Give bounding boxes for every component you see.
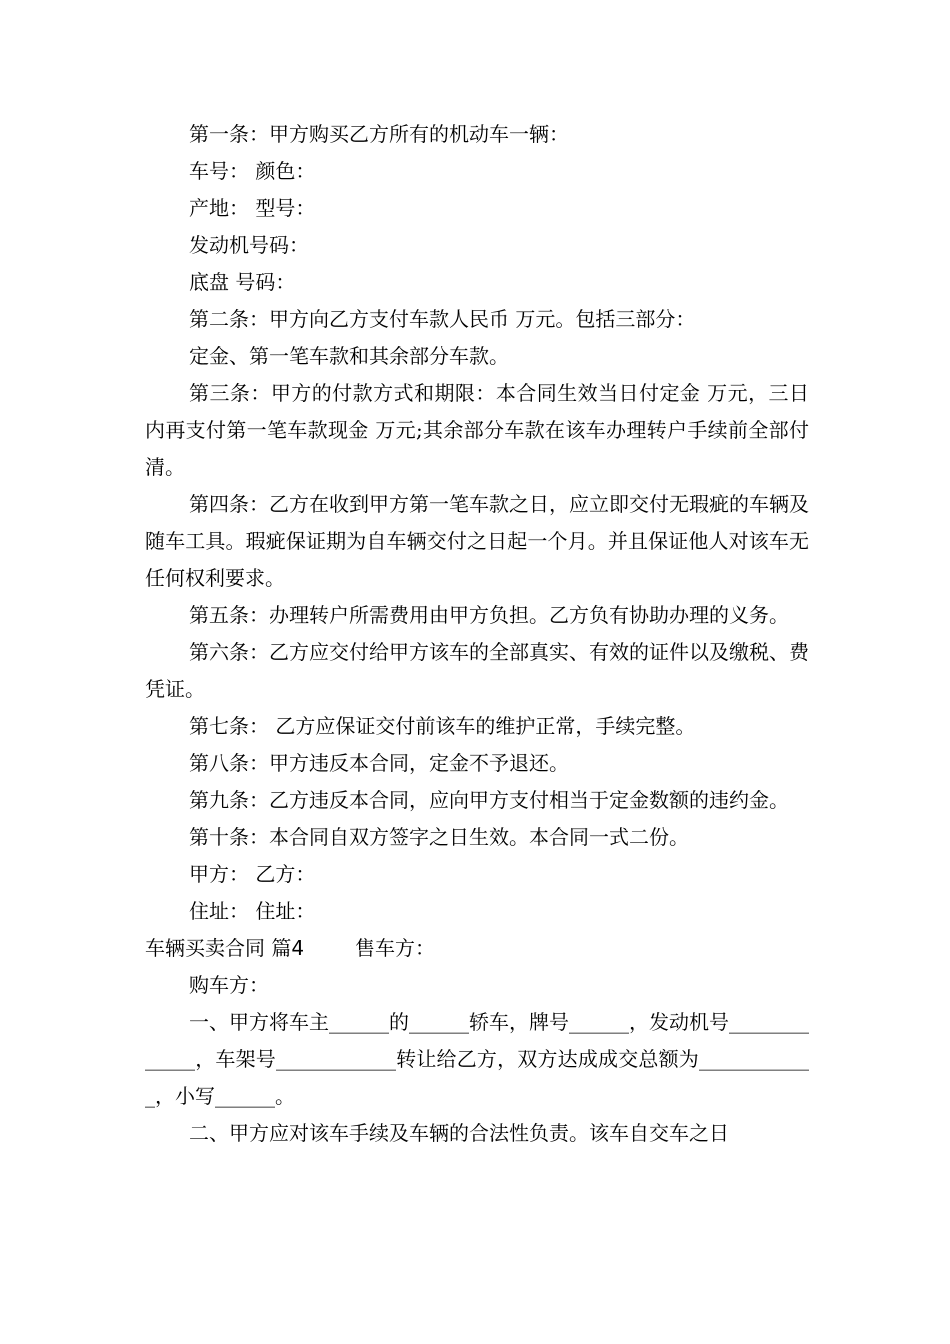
clause-8: 第八条：甲方违反本合同，定金不予退还。 <box>189 751 569 775</box>
seller-label: 售车方： <box>354 936 435 960</box>
clause-2: 第二条：甲方向乙方支付车款人民币 万元。包括三部分： <box>189 307 696 331</box>
clause-9: 第九条：乙方违反本合同，应向甲方支付相当于定金数额的违约金。 <box>189 788 789 812</box>
plate-color-line: 车号： 颜色： <box>189 159 316 183</box>
clause-1: 第一条：甲方购买乙方所有的机动车一辆： <box>189 122 569 146</box>
chassis-number-line: 底盘 号码： <box>189 270 296 294</box>
clause-3: 第三条：甲方的付款方式和期限：本合同生效当日付定金 万元，三日内再支付第一笔车款现金 万元;其余部分车款在该车办理转户手续前全部付清。 <box>145 381 809 479</box>
transfer-clause-1: 一、甲方将车主______的______轿车，牌号______，发动机号_____________，车架号____________转让给乙方，双方达成成交总额为____________，小写______。 <box>145 1010 809 1108</box>
clause-4: 第四条：乙方在收到甲方第一笔车款之日，应立即交付无瑕疵的车辆及随车工具。瑕疵保证期为自车辆交付之日起一个月。并且保证他人对该车无任何权利要求。 <box>145 492 809 590</box>
engine-number-line: 发动机号码： <box>189 233 309 257</box>
transfer-clause-2: 二、甲方应对该车手续及车辆的合法性负责。该车自交车之日 <box>189 1121 729 1145</box>
clause-10: 第十条：本合同自双方签字之日生效。本合同一式二份。 <box>189 825 689 849</box>
origin-model-line: 产地： 型号： <box>189 196 316 220</box>
section-title: 车辆买卖合同 篇4 <box>145 936 305 960</box>
party-line: 甲方： 乙方： <box>189 862 316 886</box>
buyer-line: 购车方： <box>189 973 269 997</box>
document-page <box>145 116 809 1152</box>
clause-6: 第六条：乙方应交付给甲方该车的全部真实、有效的证件以及缴税、费凭证。 <box>145 640 809 701</box>
heading-gap <box>304 936 355 960</box>
clause-5: 第五条：办理转户所需费用由甲方负担。乙方负有协助办理的义务。 <box>189 603 789 627</box>
clause-7: 第七条： 乙方应保证交付前该车的维护正常，手续完整。 <box>189 714 696 738</box>
address-line: 住址： 住址： <box>189 899 316 923</box>
section-heading-line <box>145 930 809 967</box>
clause-2-parts: 定金、第一笔车款和其余部分车款。 <box>189 344 509 368</box>
